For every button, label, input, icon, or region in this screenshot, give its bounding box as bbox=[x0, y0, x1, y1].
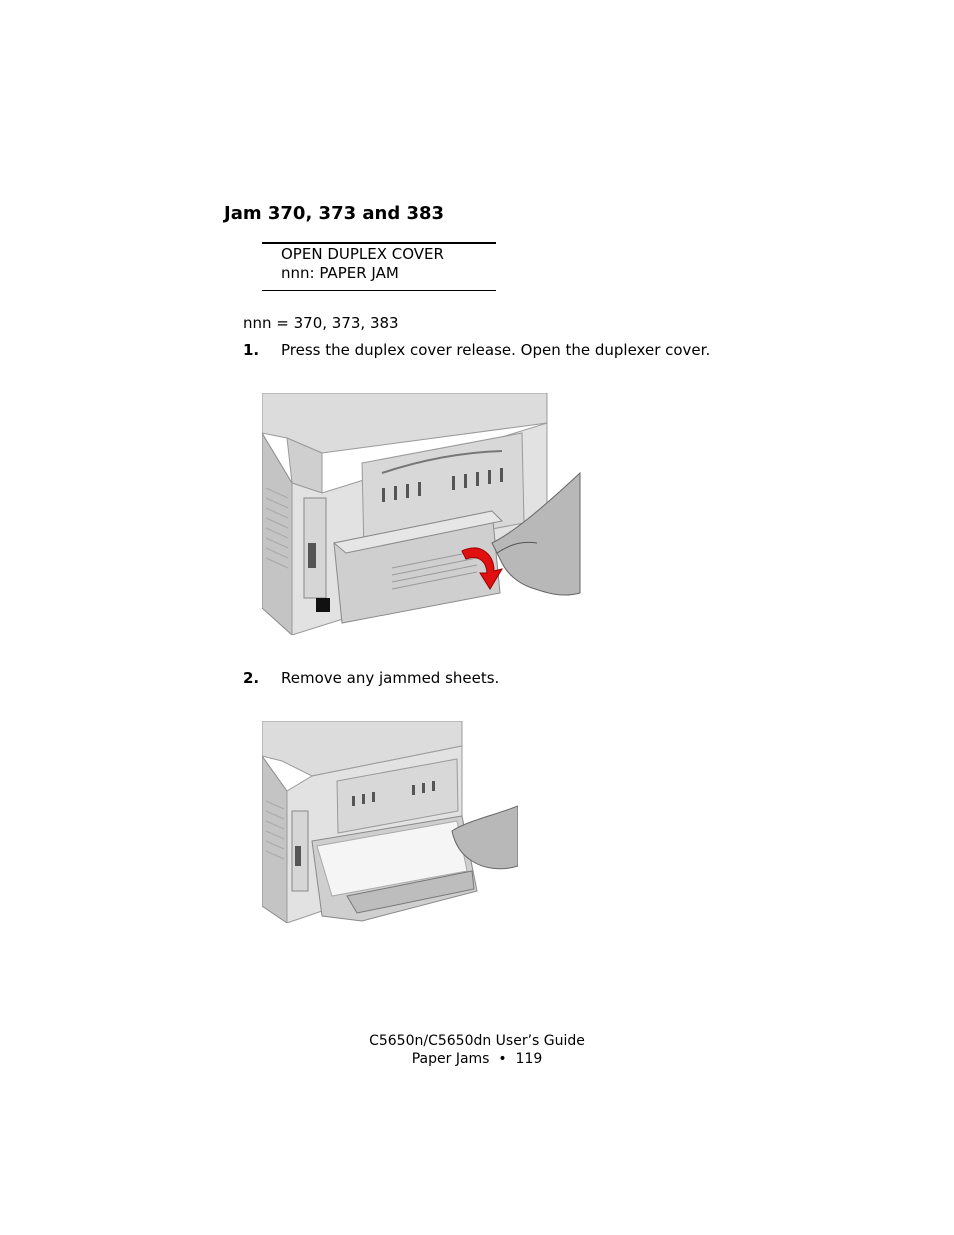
footer-section: Paper Jams bbox=[411, 1051, 490, 1067]
footer-page-info bbox=[0, 1051, 954, 1067]
remove-jammed-sheets-illustration bbox=[262, 721, 518, 923]
section-heading: Jam 370, 373 and 383 bbox=[224, 203, 445, 224]
footer-guide-title: C5650n/C5650dn User’s Guide bbox=[369, 1033, 585, 1049]
duplex-cover-release-illustration bbox=[262, 393, 582, 635]
step-2-number: 2. bbox=[243, 669, 260, 687]
panel-message-line-2: nnn: PAPER JAM bbox=[281, 264, 399, 282]
footer-separator: • bbox=[498, 1051, 507, 1067]
jam-codes-line: nnn = 370, 373, 383 bbox=[243, 314, 399, 332]
message-box-bottom-rule bbox=[262, 290, 496, 291]
footer-page-number: 119 bbox=[515, 1051, 543, 1067]
panel-message-line-1: OPEN DUPLEX COVER bbox=[281, 245, 444, 263]
step-1-text: Press the duplex cover release. Open the duplexer cover. bbox=[281, 341, 711, 359]
step-2-text: Remove any jammed sheets. bbox=[281, 669, 500, 687]
step-1-number: 1. bbox=[243, 341, 260, 359]
message-box-top-rule bbox=[262, 242, 496, 244]
